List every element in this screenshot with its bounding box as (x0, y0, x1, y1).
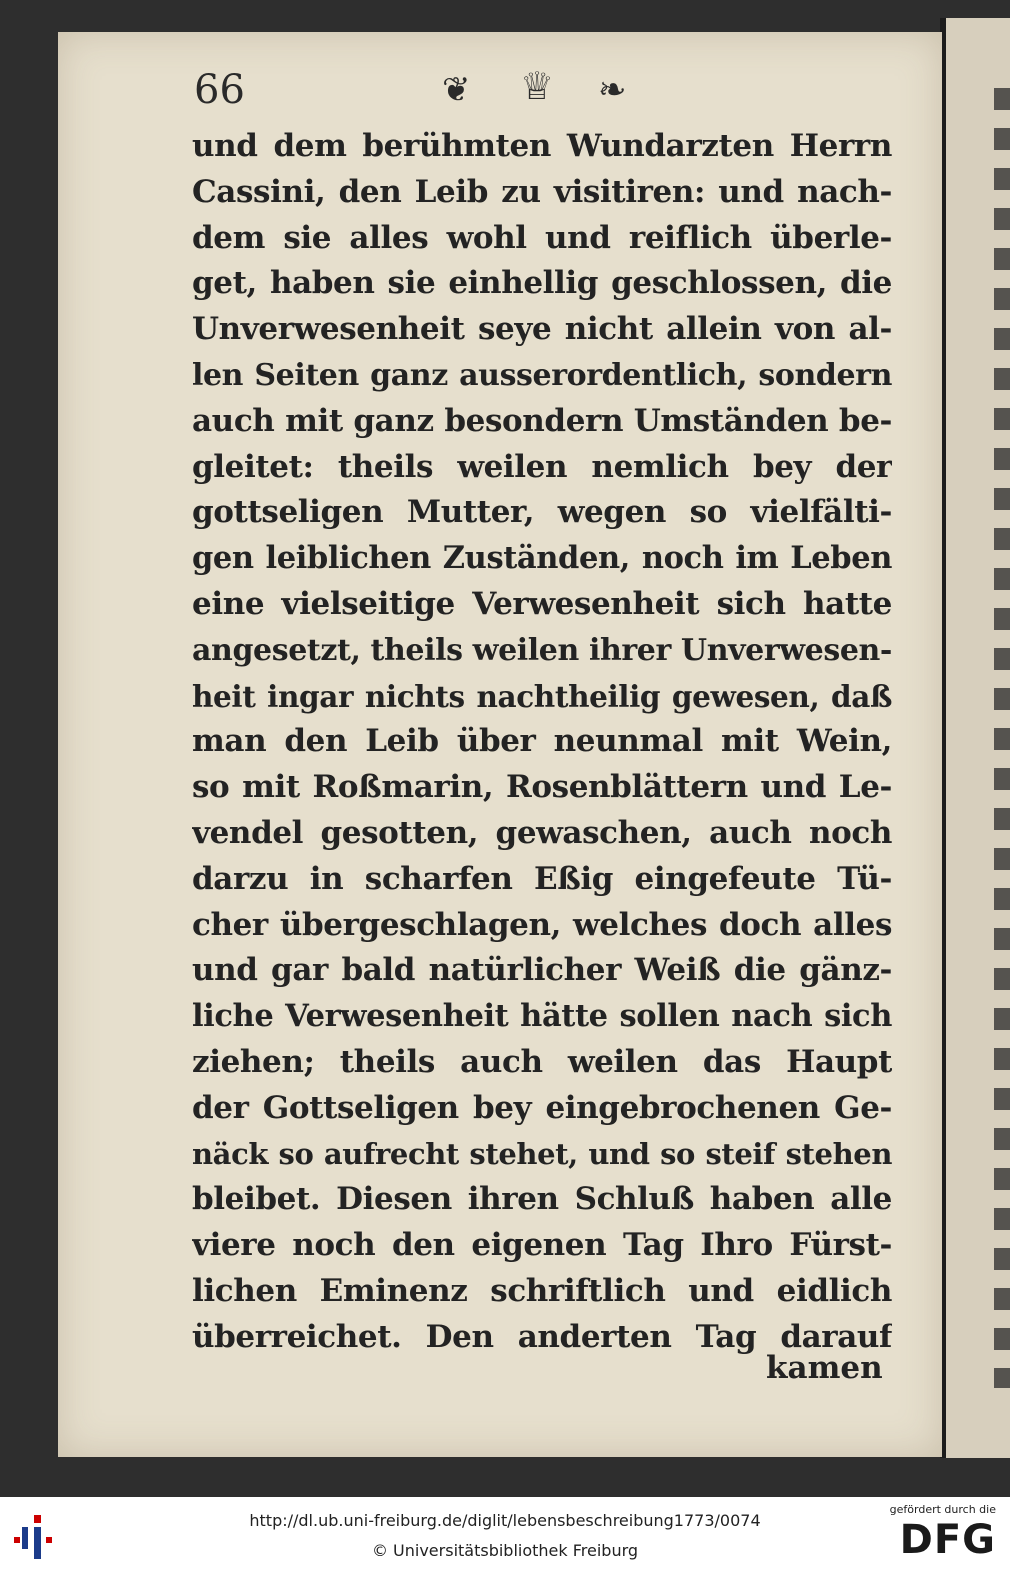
text-line: und dem berühmten Wundarzten Herrn (192, 128, 892, 164)
text-line: näck so aufrecht stehet, und so steif stehen (192, 1136, 892, 1171)
text-line: len Seiten ganz ausserordentlich, sondern (192, 357, 892, 393)
text-line: bleibet. Diesen ihren Schluß haben alle (192, 1181, 892, 1218)
text-line: ziehen; theils auch weilen das Haupt (192, 1043, 892, 1080)
left-flourish-ornament: ❦ (442, 70, 471, 110)
crown-ornament: ♕ (520, 64, 555, 108)
text-line: cher übergeschlagen, welches doch alles (192, 906, 892, 943)
copyright-notice: © Universitätsbibliothek Freiburg (371, 1541, 639, 1560)
text-line: gen leiblichen Zuständen, noch im Leben (192, 540, 892, 577)
text-line: der Gottseligen bey eingebrochenen Ge- (192, 1089, 892, 1126)
text-line: get, haben sie einhellig geschlossen, die (192, 265, 892, 302)
text-line: dem sie alles wohl und reiflich überle- (192, 219, 892, 256)
text-line: Cassini, den Leib zu visitiren: und nach- (192, 173, 892, 210)
facing-page-edge (940, 18, 1010, 1458)
text-line: vendel gesotten, gewaschen, auch noch (192, 814, 892, 851)
text-line: Unverwesenheit seye nicht allein von al- (192, 311, 892, 348)
text-line: gleitet: theils weilen nemlich bey der (192, 448, 892, 485)
text-line: überreichet. Den anderten Tag darauf (192, 1318, 892, 1355)
right-flourish-ornament: ❧ (598, 70, 627, 110)
text-line: lichen Eminenz schriftlich und eidlich (192, 1272, 892, 1309)
book-page (58, 32, 942, 1457)
text-line: man den Leib über neunmal mit Wein, (192, 723, 892, 760)
text-line: auch mit ganz besondern Umständen be- (192, 402, 892, 439)
funded-by-label: gefördert durch die (889, 1503, 996, 1516)
text-line: darzu in scharfen Eßig eingefeute Tü- (192, 860, 892, 897)
facing-page-text-fragments (994, 88, 1010, 1388)
text-line: so mit Roßmarin, Rosenblättern und Le- (192, 769, 892, 806)
text-line: eine vielseitige Verwesenheit sich hatte (192, 585, 892, 622)
page-url-link[interactable]: http://dl.ub.uni-freiburg.de/diglit/lebensbeschreibung1773/0074 (249, 1511, 761, 1530)
viewer-footer (0, 1497, 1010, 1570)
text-line: viere noch den eigenen Tag Ihro Fürst- (192, 1227, 892, 1264)
text-line: angesetzt, theils weilen ihrer Unverwesen- (192, 632, 892, 668)
body-text (192, 124, 892, 1361)
dfg-logo: DFG (899, 1517, 996, 1563)
text-line: heit ingar nichts nachtheilig gewesen, daß (192, 678, 892, 714)
catchword: kamen (766, 1350, 883, 1386)
page-number: 66 (194, 67, 245, 113)
text-line: gottseligen Mutter, wegen so vielfälti- (192, 494, 892, 531)
text-line: liche Verwesenheit hätte sollen nach sich (192, 998, 892, 1035)
text-line: und gar bald natürlicher Weiß die gänz- (192, 952, 892, 989)
